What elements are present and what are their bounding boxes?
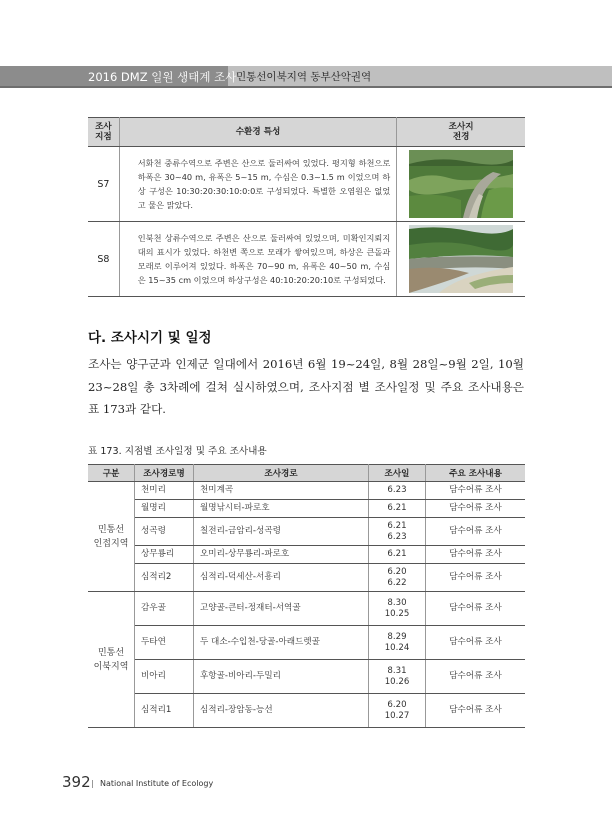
- section-paragraph: 조사는 양구군과 인제군 일대에서 2016년 6월 19~24일, 8월 28일~9월 2일, 10월 23~28일 총 3차례에 걸쳐 실시하였으며, 조사지점 별 조사일정 및 주요 조사내용은 표 173과 같다.: [88, 357, 524, 416]
- habitat-photo-cell: [397, 147, 525, 222]
- route: 심적리-장암동-능선: [194, 694, 369, 728]
- habitat-description: 인북천 상류수역으로 주변은 산으로 둘러싸여 있었으며, 미확인지뢰지대의 표시가 있었다. 하천변 쪽으로 모래가 쌓여있으며, 하상은 큰돌과 모래로 이루어져 있었다. 하폭은 70~90 m, 유폭은 40~50 m, 수심은 15~35 cm 이었으며 하상구성은 40:10:20:20:10로 구성되었다.: [119, 222, 396, 297]
- site-name: 성곡령: [135, 518, 194, 546]
- table-row: [88, 518, 525, 546]
- site-photo-s7: [409, 150, 513, 218]
- habitat-photo-cell: [397, 222, 525, 297]
- page-number: 392: [62, 773, 91, 791]
- table-row: [88, 482, 525, 500]
- route: 두 대소-수입천-당골-아래드렛골: [194, 626, 369, 660]
- site-name: 심적리1: [135, 694, 194, 728]
- habitat-description: 서화천 중류수역으로 주변은 산으로 둘러싸여 있었다. 평지형 하천으로 하폭은 30~40 m, 유폭은 5~15 m, 수심은 0.3~1.5 m 이었으며 하상 구성은 10:30:20:30:10:0:0로 구성되었다. 특별한 오염원은 없었고 물은 맑았다.: [119, 147, 396, 222]
- header-subtitle: 민통선이북지역 동부산악권역: [236, 71, 372, 83]
- survey-content: 담수어류 조사: [426, 660, 526, 694]
- site-name: 심적리2: [135, 564, 194, 592]
- habitat-header-feature: 수환경 특성: [119, 118, 396, 147]
- schedule-header: 조사일: [369, 465, 426, 482]
- survey-content: 담수어류 조사: [426, 500, 526, 518]
- survey-date: 6.21: [369, 500, 426, 518]
- survey-content: 담수어류 조사: [426, 626, 526, 660]
- survey-date: 6.21 6.23: [369, 518, 426, 546]
- group-label: 민통선 인접지역: [88, 482, 135, 592]
- footer-separator: |: [91, 779, 94, 788]
- survey-content: 담수어류 조사: [426, 546, 526, 564]
- survey-content: 담수어류 조사: [426, 482, 526, 500]
- route: 심적리-덕세산-서흥리: [194, 564, 369, 592]
- site-name: 상무룡리: [135, 546, 194, 564]
- table-row: [88, 546, 525, 564]
- schedule-table: [88, 464, 525, 728]
- schedule-header: 조사경로: [194, 465, 369, 482]
- habitat-table: [88, 117, 525, 297]
- route: 오미리-상무룡리-파로호: [194, 546, 369, 564]
- habitat-row: [88, 222, 525, 297]
- site-name: 두타연: [135, 626, 194, 660]
- schedule-header: 조사경로명: [135, 465, 194, 482]
- survey-content: 담수어류 조사: [426, 694, 526, 728]
- table-row: [88, 694, 525, 728]
- table-row: [88, 626, 525, 660]
- header-title: 2016 DMZ 일원 생태계 조사: [88, 70, 237, 84]
- schedule-header: 주요 조사내용: [426, 465, 526, 482]
- table-row: [88, 660, 525, 694]
- survey-date: 8.30 10.25: [369, 592, 426, 626]
- site-name: 월명리: [135, 500, 194, 518]
- habitat-row: [88, 147, 525, 222]
- table-row: [88, 592, 525, 626]
- route: 칠전리-금암리-성곡령: [194, 518, 369, 546]
- survey-content: 담수어류 조사: [426, 564, 526, 592]
- habitat-header-site: 조사 지점: [88, 118, 119, 147]
- survey-content: 담수어류 조사: [426, 592, 526, 626]
- route: 고양골-큰터-정재터-서역골: [194, 592, 369, 626]
- survey-date: 6.23: [369, 482, 426, 500]
- site-photo-s8: [409, 225, 513, 293]
- site-name: 비아리: [135, 660, 194, 694]
- section-title: 다. 조사시기 및 일정: [88, 330, 212, 346]
- schedule-header: 구분: [88, 465, 135, 482]
- table-row: [88, 564, 525, 592]
- table-caption: 표 173. 지점별 조사일정 및 주요 조사내용: [88, 446, 267, 457]
- site-name: 천미리: [135, 482, 194, 500]
- survey-date: 8.31 10.26: [369, 660, 426, 694]
- habitat-site-code: S8: [88, 222, 119, 297]
- survey-date: 8.29 10.24: [369, 626, 426, 660]
- route: 후항골-비아리-두밀리: [194, 660, 369, 694]
- habitat-header-photo: 조사지 전경: [397, 118, 525, 147]
- footer-org: National Institute of Ecology: [100, 779, 214, 788]
- survey-date: 6.20 6.22: [369, 564, 426, 592]
- route: 월명낚시터-파로호: [194, 500, 369, 518]
- header-divider: [0, 86, 612, 88]
- table-row: [88, 500, 525, 518]
- route: 천미계곡: [194, 482, 369, 500]
- group-label: 민통선 이북지역: [88, 592, 135, 728]
- site-name: 감우골: [135, 592, 194, 626]
- habitat-site-code: S7: [88, 147, 119, 222]
- survey-content: 담수어류 조사: [426, 518, 526, 546]
- survey-date: 6.20 10.27: [369, 694, 426, 728]
- survey-date: 6.21: [369, 546, 426, 564]
